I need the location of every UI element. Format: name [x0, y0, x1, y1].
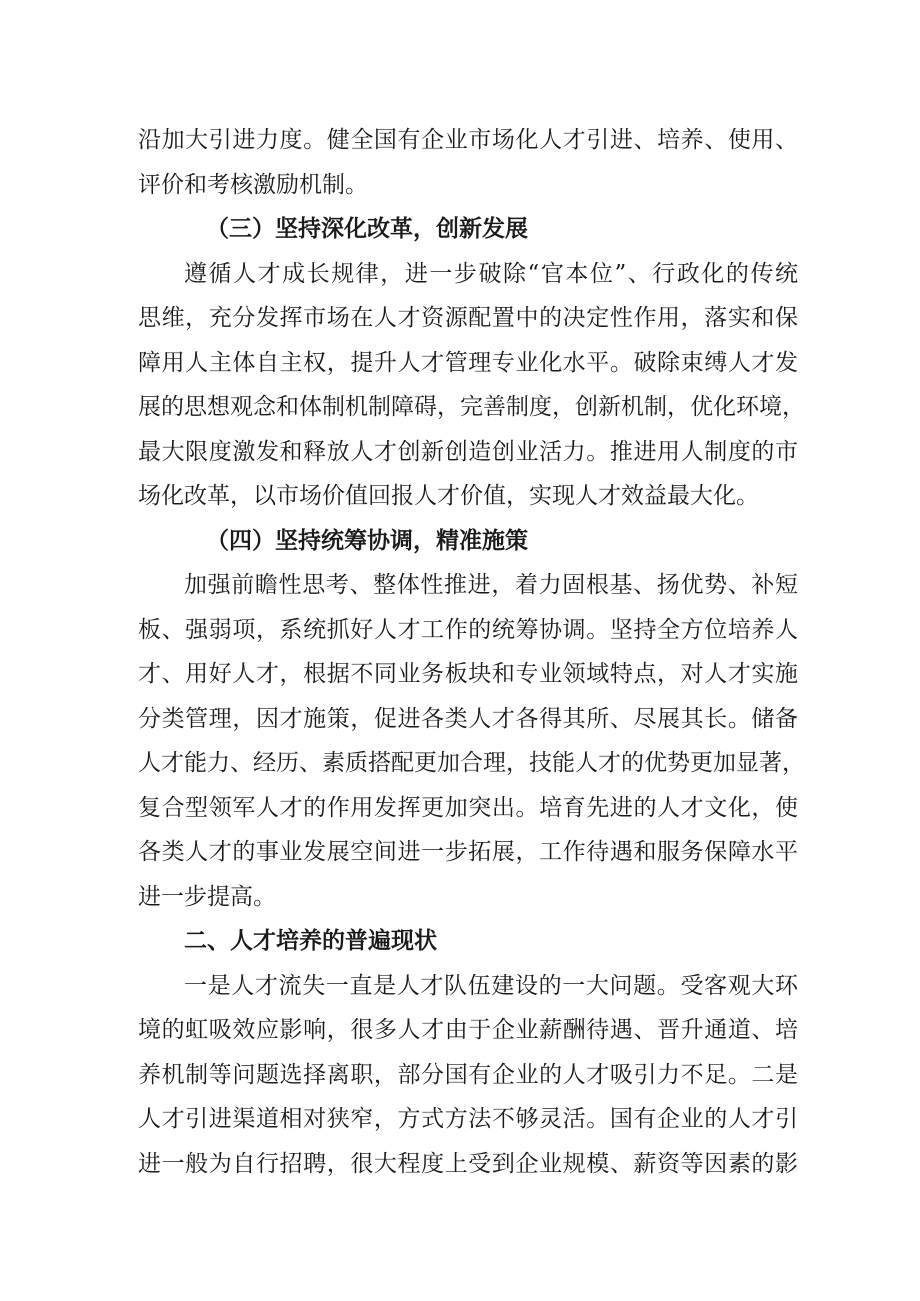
body-line: 各类人才的事业发展空间进一步拓展，工作待遇和服务保障水平	[138, 839, 798, 865]
body-line: 遵循人才成长规律，进一步破除“官本位”、行政化的传统	[184, 260, 798, 287]
body-line: 板、强弱项，系统抓好人才工作的统筹协调。坚持全方位培养人	[138, 616, 798, 643]
subheading-three: （三）坚持深化改革，创新发展	[206, 215, 528, 242]
body-line: 障用人主体自主权，提升人才管理专业化水平。破除束缚人才发	[138, 349, 798, 376]
body-line: 分类管理，因才施策，促进各类人才各得其所、尽展其长。储备	[138, 705, 798, 732]
body-line: 境的虹吸效应影响，很多人才由于企业薪酬待遇、晋升通道、培	[138, 1017, 798, 1043]
document-body	[138, 118, 805, 1186]
subheading-four: （四）坚持统筹协调，精准施策	[206, 526, 528, 554]
body-line: 进一步提高。	[138, 883, 276, 910]
body-line: 最大限度激发和释放人才创新创造创业活力。推进用人制度的市	[138, 438, 798, 465]
body-line: 一是人才流失一直是人才队伍建设的一大问题。受客观大环	[184, 972, 798, 999]
body-line: 展的思想观念和体制机制障碍，完善制度，创新机制，优化环境，	[138, 394, 805, 420]
body-line: 才、用好人才，根据不同业务板块和专业领域特点，对人才实施	[138, 661, 798, 687]
body-line: 思维，充分发挥市场在人才资源配置中的决定性作用，落实和保	[138, 305, 798, 331]
body-line: 养机制等问题选择离职，部分国有企业的人才吸引力不足。二是	[138, 1061, 798, 1088]
body-line: 评价和考核激励机制。	[138, 171, 368, 198]
section-heading: 二、人才培养的普遍现状	[184, 927, 437, 954]
body-line: 复合型领军人才的作用发挥更加突出。培育先进的人才文化，使	[138, 794, 798, 821]
body-line: 进一般为自行招聘，很大程度上受到企业规模、薪资等因素的影	[138, 1150, 798, 1177]
body-line: 人才能力、经历、素质搭配更加合理，技能人才的优势更加显著，	[138, 750, 805, 776]
body-line: 沿加大引进力度。健全国有企业市场化人才引进、培养、使用、	[138, 127, 798, 153]
body-line: 场化改革，以市场价值回报人才价值，实现人才效益最大化。	[138, 483, 759, 509]
body-line: 加强前瞻性思考、整体性推进，着力固根基、扬优势、补短	[184, 572, 798, 598]
body-line: 人才引进渠道相对狭窄，方式方法不够灵活。国有企业的人才引	[138, 1106, 798, 1132]
